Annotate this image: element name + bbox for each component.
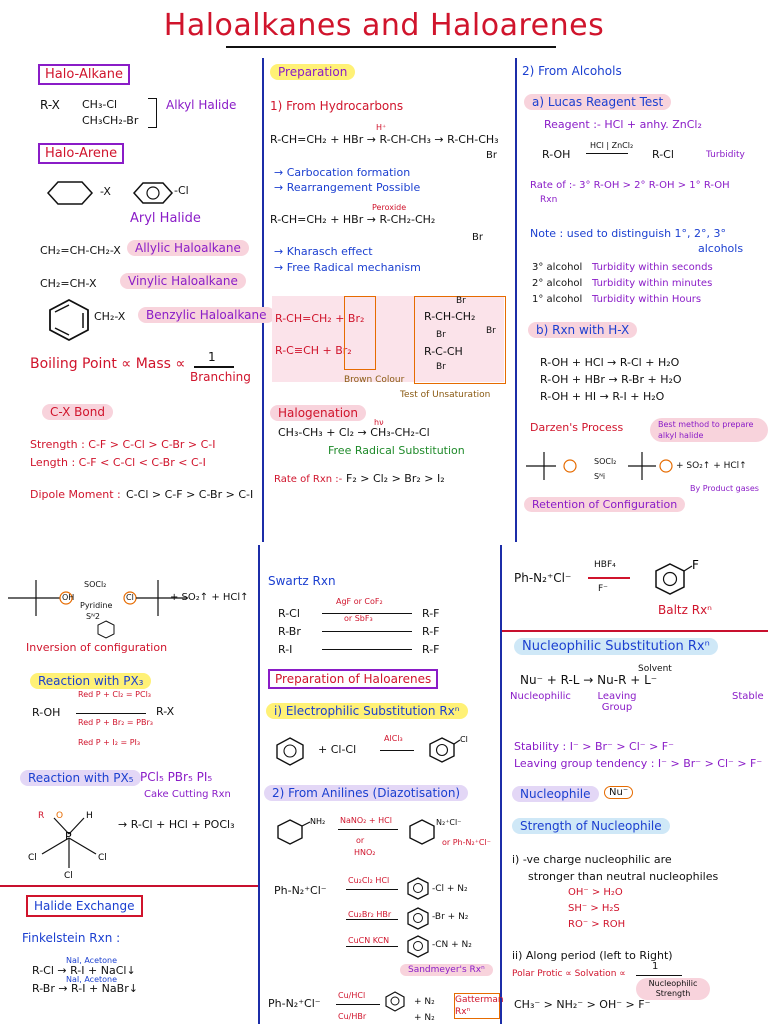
or-label: or [356, 836, 365, 845]
oh-group: OH [62, 593, 75, 602]
rcl: R-Cl [652, 148, 674, 161]
from-hydrocarbons: 1) From Hydrocarbons [270, 99, 404, 113]
alkyne-br2: R-C≡CH + Br₂ [275, 344, 352, 357]
secondary-alcohol: 2° alcohol [532, 278, 583, 289]
br-label: Br [486, 326, 496, 336]
nucleophilic-label: Nucleophilic [510, 691, 571, 702]
pyridine-ring-icon [96, 620, 116, 640]
benzene-ring-icon [406, 876, 432, 902]
nucleophile-heading: Nucleophile [512, 786, 599, 802]
px3-heading: Reaction with PX₃ [30, 673, 151, 689]
agf-reagent: AgF or CoF₂ [336, 597, 383, 606]
swartz-br: R-Br [278, 625, 301, 638]
br-label: Br [456, 296, 466, 306]
balz-label: Baltz Rxⁿ [658, 603, 712, 617]
chloro-product: -Cl + N₂ [432, 884, 468, 894]
column-divider-1 [262, 58, 264, 542]
eq2-catalyst: Peroxide [372, 203, 407, 212]
benzylic-formula: CH₂-X [94, 310, 126, 323]
sni-label: Sᴺi [594, 472, 606, 481]
tetrabromo-product: R-C-CH [424, 345, 463, 358]
lucas-note: Note : used to distinguish 1°, 2°, 3° [530, 227, 727, 240]
cucl-reagent: Cu₂Cl₂ HCl [348, 876, 390, 885]
red-p-br: Red P + Br₂ = PBr₃ [78, 718, 153, 727]
socl2-products: + SO₂↑ + HCl↑ [170, 592, 249, 603]
swartz-product: R-F [422, 643, 440, 656]
cl-group: Cl [126, 593, 134, 602]
rx-formula: R-X [40, 98, 60, 112]
alcl3-catalyst: AlCl₃ [384, 734, 403, 743]
fluorobenzene-icon [652, 560, 702, 600]
sn2-label: Sᴺ2 [86, 612, 100, 621]
free-radical-substitution: Free Radical Substitution [328, 444, 465, 457]
socl2-reagent: SOCl₂ [84, 580, 107, 589]
primary-alcohol: 1° alcohol [532, 294, 583, 305]
halogenation-heading: Halogenation [270, 405, 366, 421]
lucas-reagent: Reagent :- HCl + anhy. ZnCl₂ [544, 118, 702, 131]
title-underline [226, 46, 556, 48]
roh-hi: R-OH + HI → R-I + H₂O [540, 390, 665, 403]
svg-text:R: R [38, 811, 45, 821]
brown-colour-label: Brown Colour [344, 375, 405, 385]
sbf3-reagent: or SbF₃ [344, 614, 373, 623]
bp-denominator: Branching [190, 370, 251, 384]
halogenation-eq: CH₃-CH₃ + Cl₂ → CH₃-CH₂-Cl [278, 426, 430, 439]
arrow [322, 631, 412, 632]
cucn-reagent: CuCN KCN [348, 936, 390, 945]
swartz-heading: Swartz Rxn [268, 574, 336, 588]
swartz-cl: R-Cl [278, 607, 300, 620]
inversion-note: Inversion of configuration [26, 641, 168, 654]
turbidity-label: Turbidity [706, 150, 745, 160]
svg-text:F: F [692, 558, 699, 572]
tertiary-turbidity: Turbidity within seconds [592, 262, 713, 273]
diazonium-salt: Ph-N₂⁺Cl⁻ [274, 884, 327, 897]
strength-rule-1: i) -ve charge nucleophilic are [512, 853, 672, 866]
roh-hbr: R-OH + HBr → R-Br + H₂O [540, 373, 682, 386]
diazonium-group: N₂⁺Cl⁻ [436, 818, 462, 827]
rearrangement-note: → Rearrangement Possible [274, 181, 421, 194]
allylic-formula: CH₂=CH-CH₂-X [40, 244, 121, 257]
section-divider-left [0, 885, 258, 887]
column-divider-2 [515, 58, 517, 542]
retention-note: Retention of Configuration [524, 497, 685, 512]
eq1-br: Br [486, 150, 497, 161]
benzene-ring-icon [406, 934, 432, 960]
byproduct-note: By Product gases [690, 484, 759, 493]
aryl-cl: -Cl [174, 184, 189, 197]
arrow [380, 750, 414, 751]
px5-reagents: PCl₅ PBr₅ PI₅ [140, 770, 213, 784]
oh-vs-water: OH⁻ > H₂O [568, 887, 623, 898]
rate-label: Rate of Rxn :- [274, 474, 343, 485]
svg-text:Cl: Cl [460, 735, 468, 744]
tertiary-alcohol: 3° alcohol [532, 262, 583, 273]
nai-acetone: NaI, Acetone [66, 975, 118, 984]
markovnikov-eq: R-CH=CH₂ + HBr → R-CH-CH₃ → R-CH-CH₃ [270, 133, 499, 146]
diazonium-salt: Ph-N₂⁺Cl⁻ [268, 997, 321, 1010]
arrow [588, 577, 630, 579]
diazonium-alt: or Ph-N₂⁺Cl⁻ [442, 838, 491, 847]
nucleophilic-eq: Nu⁻ + R-L → Nu-R + L⁻ [520, 673, 658, 687]
arrow [346, 889, 398, 890]
darzen-products: + SO₂↑ + HCl↑ [676, 461, 747, 471]
allylic-label: Allylic Haloalkane [127, 240, 249, 256]
bp-numerator: 1 [208, 350, 216, 364]
benzene-ring-icon [406, 906, 432, 932]
hcl-zncl2: HCl | ZnCl₂ [590, 141, 634, 150]
pyridine-label: Pyridine [80, 601, 113, 610]
unsaturation-label: Test of Unsaturation [400, 390, 491, 400]
leaving-tendency: Leaving group tendency : I⁻ > Br⁻ > Cl⁻ > F⁻ [514, 757, 763, 770]
halo-alkane-heading: Halo-Alkane [38, 64, 130, 85]
svg-text:Cl: Cl [98, 853, 107, 863]
br2-box [344, 296, 376, 370]
leaving-group-label: Leaving Group [597, 691, 637, 713]
fraction-bar [194, 366, 234, 368]
eq2-br: Br [472, 232, 483, 243]
primary-turbidity: Turbidity within Hours [592, 294, 702, 305]
page-title: Haloalkanes and Haloarenes [163, 8, 605, 43]
ch3cl-formula: CH₃-Cl [82, 98, 118, 111]
gatterman-product: + N₂ [414, 1013, 435, 1023]
benzylic-label: Benzylic Haloalkane [138, 307, 275, 323]
halogen-rate: F₂ > Cl₂ > Br₂ > I₂ [346, 472, 445, 485]
bracket [148, 98, 157, 128]
electrophilic-reagent: + Cl-Cl [318, 743, 357, 756]
eq3-catalyst: hν [374, 418, 384, 427]
swartz-product: R-F [422, 607, 440, 620]
strength-rule-2: stronger than neutral nucleophiles [528, 870, 719, 883]
halide-exchange-heading: Halide Exchange [26, 895, 143, 917]
alkyl-halide-label: Alkyl Halide [166, 98, 237, 112]
hno2-reagent: HNO₂ [354, 848, 376, 857]
benzene-ring-icon [128, 178, 178, 208]
vinylic-formula: CH₂=CH-X [40, 277, 97, 290]
polar-protic: Polar Protic ∝ Solvation ∝ [512, 969, 626, 979]
anilines-heading: 2) From Anilines (Diazotisation) [264, 785, 468, 801]
nai-acetone: NaI, Acetone [66, 956, 118, 965]
sandmeyer-label: Sandmeyer's Rxⁿ [400, 964, 493, 976]
boiling-point-rule: Boiling Point ∝ Mass ∝ [30, 356, 186, 372]
vinylic-label: Vinylic Haloalkane [120, 273, 246, 289]
cx-bond-heading: C-X Bond [42, 404, 113, 420]
finkelstein-cl: R-Cl → R-I + NaCl↓ [32, 964, 136, 977]
swartz-i: R-I [278, 643, 293, 656]
darzen-heading: Darzen's Process [530, 421, 624, 434]
roh: R-OH [542, 148, 571, 161]
cake-cutting: Cake Cutting Rxn [144, 789, 231, 800]
red-p-i: Red P + I₂ = PI₃ [78, 738, 141, 747]
section-divider-right [502, 630, 768, 632]
electrophilic-heading: i) Electrophilic Substitution Rxⁿ [266, 703, 468, 719]
aniline-icon [276, 815, 326, 849]
secondary-turbidity: Turbidity within minutes [592, 278, 713, 289]
fraction-bar [636, 975, 682, 976]
gatterman-reagent-cl: Cu/HCl [338, 991, 366, 1000]
preparation-heading: Preparation [270, 64, 355, 80]
benzene-ring-icon [274, 736, 306, 766]
polar-numerator: 1 [652, 961, 659, 972]
period-order: CH₃⁻ > NH₂⁻ > OH⁻ > F⁻ [514, 998, 651, 1011]
red-p-cl: Red P + Cl₂ = PCl₃ [78, 690, 151, 699]
bromo-product: -Br + N₂ [432, 912, 469, 922]
arrow [322, 649, 412, 650]
svg-text:O: O [56, 811, 64, 821]
anti-markovnikov-eq: R-CH=CH₂ + HBr → R-CH₂-CH₂ [270, 213, 436, 226]
alkene-br2: R-CH=CH₂ + Br₂ [275, 312, 365, 325]
carbocation-note: → Carbocation formation [274, 166, 411, 179]
aryl-x: -X [100, 185, 111, 198]
chiral-carbon-icon [626, 446, 676, 486]
best-method-note: Best method to prepare alkyl halide [650, 418, 768, 442]
ro-vs-roh: RO⁻ > ROH [568, 919, 626, 930]
stable-label: Stable [732, 691, 764, 702]
px3-roh: R-OH [32, 706, 61, 719]
finkelstein-br: R-Br → R-I + NaBr↓ [32, 982, 138, 995]
br-label: Br [436, 362, 446, 372]
kharasch-note: → Kharasch effect [274, 245, 373, 258]
aryl-halide-label: Aryl Halide [130, 211, 201, 226]
br-label: Br [436, 330, 446, 340]
strength-heading: Strength of Nucleophile [512, 818, 670, 834]
socl2-reagent: SOCl₂ [594, 457, 617, 466]
lucas-rate: Rate of :- 3° R-OH > 2° R-OH > 1° R-OH [530, 180, 730, 191]
polar-denominator: Nucleophilic Strength [636, 978, 710, 1000]
finkelstein-heading: Finkelstein Rxn : [22, 931, 121, 945]
arrow [586, 153, 628, 154]
balz-diazonium: Ph-N₂⁺Cl⁻ [514, 571, 572, 585]
cyano-product: -CN + N₂ [432, 940, 472, 950]
px5-heading: Reaction with PX₅ [20, 770, 141, 786]
benzene-ring-icon [384, 990, 408, 1014]
arrow [346, 919, 398, 920]
svg-text:Cl: Cl [28, 853, 37, 863]
arrow [346, 946, 398, 947]
stability-order: Stability : I⁻ > Br⁻ > Cl⁻ > F⁻ [514, 740, 674, 753]
px3-rx: R-X [156, 705, 175, 718]
nucleophilic-sub-heading: Nucleophilic Substitution Rxⁿ [514, 638, 718, 655]
svg-text:Cl: Cl [64, 871, 73, 881]
cubr-reagent: Cu₂Br₂ HBr [348, 910, 392, 919]
arrow [336, 1004, 380, 1005]
hbf4-reagent: HBF₄ [594, 560, 616, 570]
fluoride-reagent: F⁻ [598, 584, 608, 594]
px5-products: → R-Cl + HCl + POCl₃ [118, 818, 235, 831]
nu-symbol: Nu⁻ [604, 786, 633, 799]
halo-arene-heading: Halo-Arene [38, 143, 124, 164]
gatterman-reagent-br: Cu/HBr [338, 1012, 367, 1021]
swartz-product: R-F [422, 625, 440, 638]
arrow [338, 829, 398, 830]
pcl5-structure-icon [24, 808, 114, 881]
lucas-rate-sub: Rxn [540, 195, 558, 205]
length-order: Length : C-F < C-Cl < C-Br < C-I [30, 456, 206, 469]
lucas-heading: a) Lucas Reagent Test [524, 94, 671, 110]
gatterman-label: Gatterman Rxⁿ [455, 995, 504, 1017]
dipole-label: Dipole Moment : [30, 488, 121, 501]
from-alcohols: 2) From Alcohols [522, 64, 622, 78]
column-divider-3 [258, 545, 260, 1024]
benzene-ring-icon [46, 298, 92, 342]
chlorobenzene-icon [428, 734, 468, 766]
eq1-catalyst: H⁺ [376, 123, 387, 132]
dibromo-product: R-CH-CH₂ [424, 310, 476, 323]
period-rule: ii) Along period (left to Right) [512, 949, 673, 962]
strength-order: Strength : C-F > C-Cl > C-Br > C-I [30, 438, 216, 451]
sh-vs-h2s: SH⁻ > H₂S [568, 903, 620, 914]
svg-text:NH₂: NH₂ [310, 817, 326, 826]
arrow [322, 613, 412, 614]
arrow [76, 713, 146, 714]
roh-hcl: R-OH + HCl → R-Cl + H₂O [540, 356, 680, 369]
solvent-label: Solvent [638, 664, 672, 674]
ch3ch2br-formula: CH₃CH₂-Br [82, 114, 139, 127]
benzene-ring-icon [40, 178, 100, 208]
chiral-carbon-icon [522, 446, 592, 486]
column-divider-4 [500, 545, 502, 1024]
svg-text:H: H [86, 811, 93, 821]
lucas-note-2: alcohols [698, 242, 744, 255]
svg-text:P: P [65, 830, 72, 843]
rxn-hx-heading: b) Rxn with H-X [528, 322, 637, 338]
gatterman-product: + N₂ [414, 997, 435, 1007]
free-radical-note: → Free Radical mechanism [274, 261, 421, 274]
nano2-reagent: NaNO₂ + HCl [340, 816, 392, 825]
prep-haloarenes-heading: Preparation of Haloarenes [268, 669, 438, 689]
dipole-order: C-Cl > C-F > C-Br > C-I [126, 488, 254, 501]
